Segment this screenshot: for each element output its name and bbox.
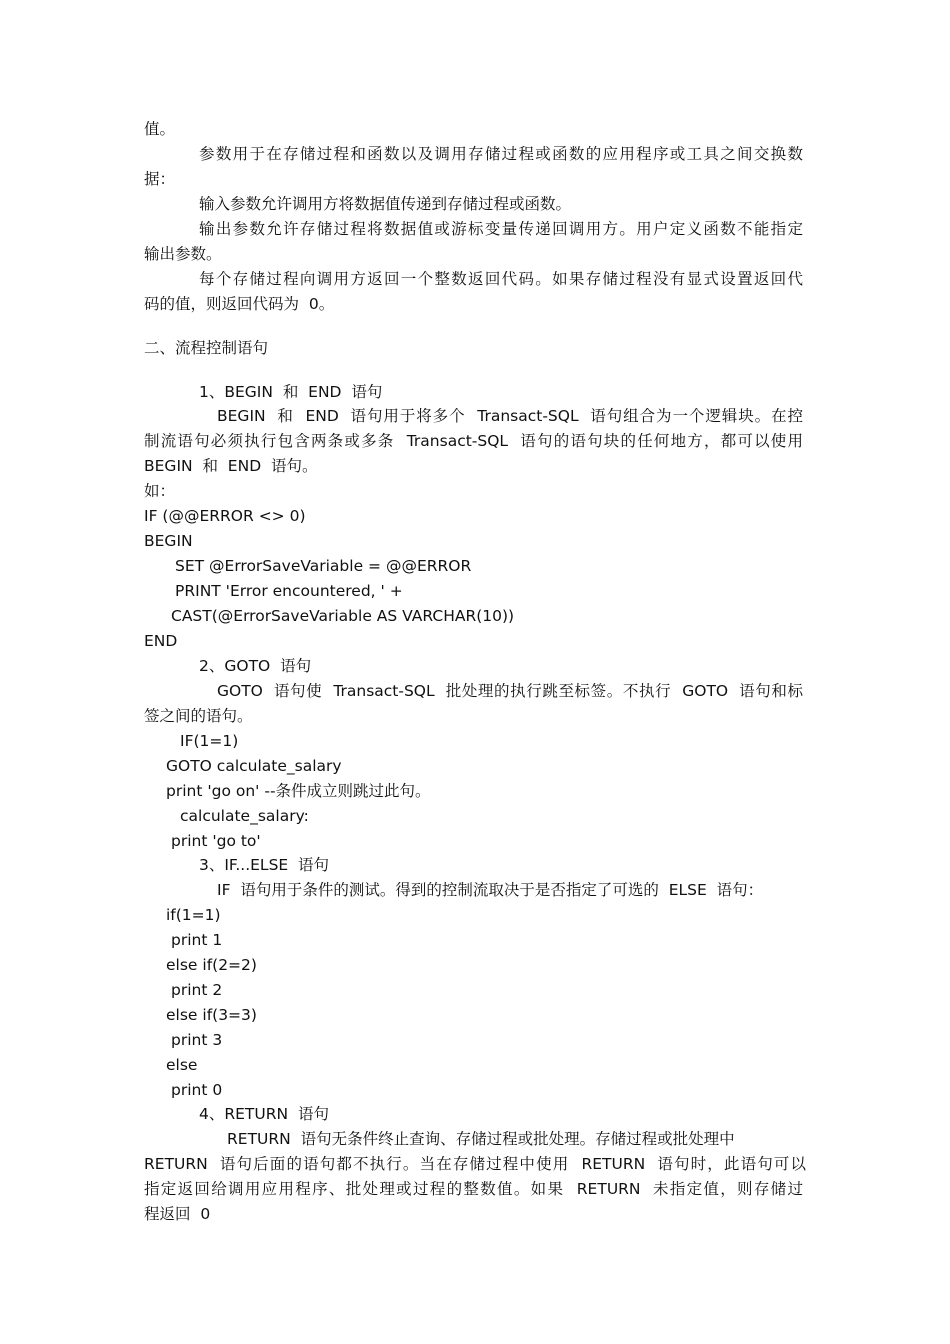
text-line: RETURN 语句后面的语句都不执行。当在存储过程中使用 RETURN 语句时，此语句可以 [144,1155,806,1173]
text-line: GOTO 语句使 Transact-SQL 批处理的执行跳至标签。不执行 GOTO 语句和标 [217,682,803,700]
code-line: calculate_salary: [180,807,309,825]
text-line: 参数用于在存储过程和函数以及调用存储过程或函数的应用程序或工具之间交换数 [199,145,803,163]
text-line: 码的值，则返回代码为 0。 [144,295,335,313]
subheading: 1、BEGIN 和 END 语句 [199,383,383,401]
code-line: SET @ErrorSaveVariable = @@ERROR [175,557,472,575]
text-line: 制流语句必须执行包含两条或多条 Transact-SQL 语句的语句块的任何地方，都可以使用 [144,432,803,450]
text-line: 输出参数。 [144,245,222,263]
code-line: GOTO calculate_salary [166,757,342,775]
code-line: IF (@@ERROR <> 0) [144,507,306,525]
code-line: PRINT 'Error encountered, ' + [175,582,403,600]
code-line: print 'go to' [171,832,261,850]
text-line: BEGIN 和 END 语句用于将多个 Transact-SQL 语句组合为一个逻辑块。在控 [217,407,803,425]
code-line: print 0 [171,1081,223,1099]
text-line: 值。 [144,120,176,138]
code-line: else if(3=3) [166,1006,257,1024]
code-line: END [144,632,178,650]
subheading: 3、IF...ELSE 语句 [199,856,330,874]
text-line: 输入参数允许调用方将数据值传递到存储过程或函数。 [199,195,572,213]
text-line: 如： [144,482,176,500]
text-line: 签之间的语句。 [144,707,253,725]
text-line: 据： [144,170,176,188]
text-line: 每个存储过程向调用方返回一个整数返回代码。如果存储过程没有显式设置返回代 [199,270,803,288]
code-line: print 3 [171,1031,223,1049]
code-line: print 2 [171,981,223,999]
code-line: else [166,1056,198,1074]
text-line: IF 语句用于条件的测试。得到的控制流取决于是否指定了可选的 ELSE 语句： [217,881,764,899]
section-heading: 二、流程控制语句 [144,339,269,357]
text-line: 输出参数允许存储过程将数据值或游标变量传递回调用方。用户定义函数不能指定 [199,220,803,238]
code-line: print 1 [171,931,223,949]
subheading: 2、GOTO 语句 [199,657,312,675]
text-line: 程返回 0 [144,1205,211,1223]
text-line: RETURN 语句无条件终止查询、存储过程或批处理。存储过程或批处理中 [227,1130,735,1148]
code-line: CAST(@ErrorSaveVariable AS VARCHAR(10)) [171,607,515,625]
code-line: IF(1=1) [180,732,239,750]
code-line: if(1=1) [166,906,221,924]
code-line: print 'go on' --条件成立则跳过此句。 [166,782,431,800]
code-line: BEGIN [144,532,193,550]
code-line: else if(2=2) [166,956,257,974]
text-line: 指定返回给调用应用程序、批处理或过程的整数值。如果 RETURN 未指定值，则存储过 [144,1180,803,1198]
text-line: BEGIN 和 END 语句。 [144,457,318,475]
subheading: 4、RETURN 语句 [199,1105,329,1123]
